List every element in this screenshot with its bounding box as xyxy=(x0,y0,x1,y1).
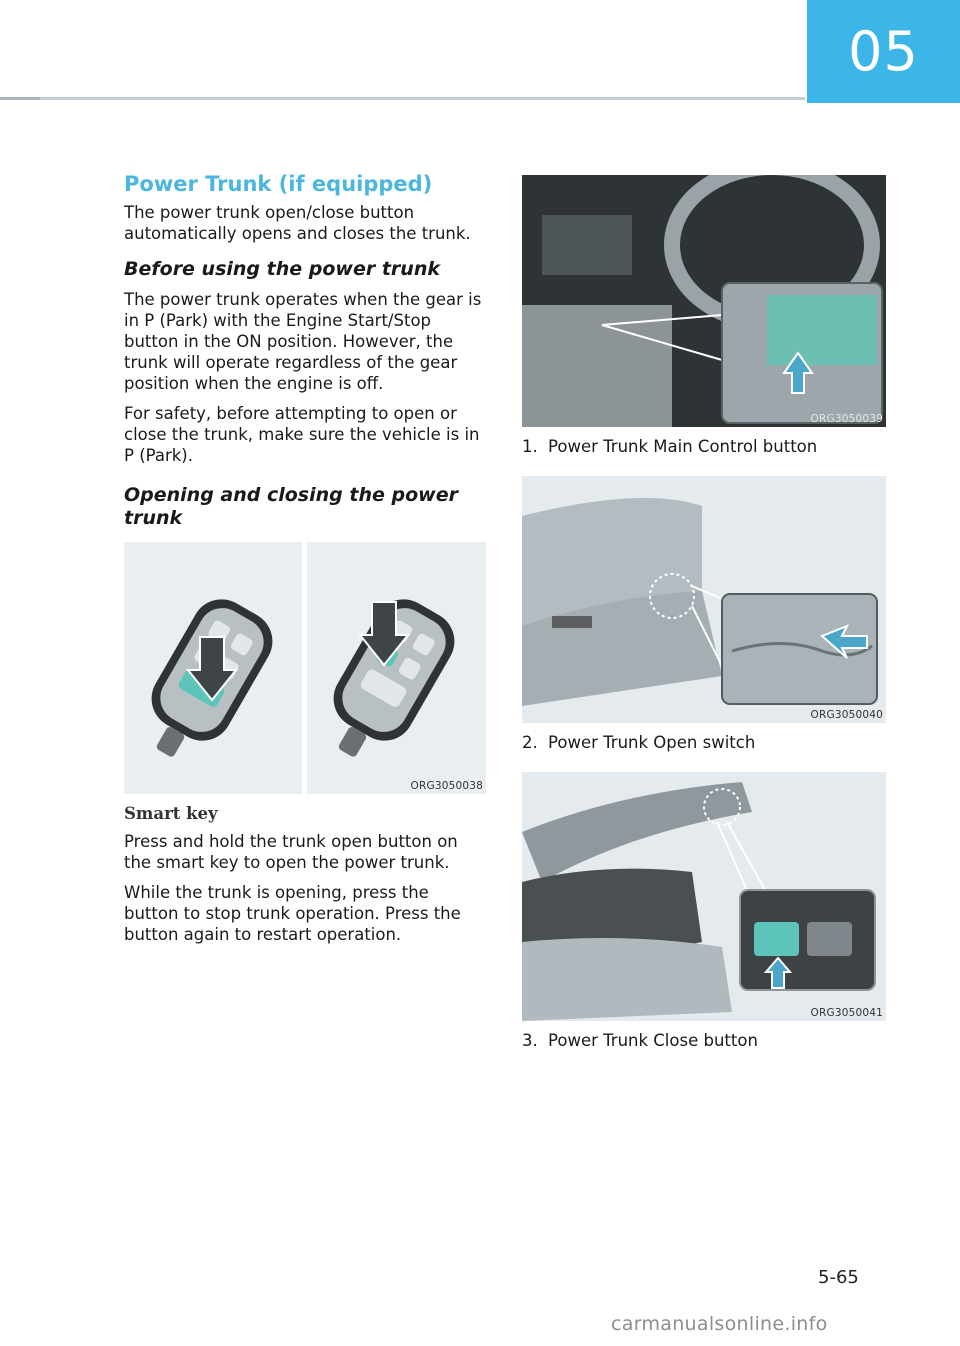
step-label: Power Trunk Open switch xyxy=(548,733,756,752)
step-item xyxy=(522,733,886,752)
step-label: Power Trunk Close button xyxy=(548,1031,758,1050)
smart-key-figure xyxy=(124,542,486,794)
step-number: 3. xyxy=(522,1031,538,1050)
page-number: 5-65 xyxy=(818,1267,859,1288)
open-switch-figure xyxy=(522,476,886,723)
figure-code: ORG3050039 xyxy=(810,413,883,425)
header-rule xyxy=(0,97,805,100)
smart-key-paragraph-2: While the trunk is opening, press the button to stop trunk operation. Press the button again to restart operation. xyxy=(124,883,461,944)
smart-key-caption: Smart key xyxy=(124,804,218,823)
step-number: 1. xyxy=(522,437,538,456)
before-heading: Before using the power trunk xyxy=(124,258,440,280)
trunk-open-illustration xyxy=(522,772,886,1021)
step-item xyxy=(522,437,886,456)
intro-paragraph: The power trunk open/close button automatically opens and closes the trunk. xyxy=(124,203,471,243)
figure-code: ORG3050038 xyxy=(410,780,483,792)
trunk-rear-illustration xyxy=(522,476,886,723)
chapter-tab: 05 xyxy=(807,0,960,103)
section-title: Power Trunk (if equipped) xyxy=(124,172,433,196)
smart-key-illustration xyxy=(124,542,486,794)
close-button-figure xyxy=(522,772,886,1021)
watermark: carmanualsonline.info xyxy=(611,1313,828,1335)
opening-heading: Opening and closing the power trunk xyxy=(124,484,458,529)
before-paragraph-1: The power trunk operates when the gear is in P (Park) with the Engine Start/Stop button in the ON position. However, the trunk will operate regardless of the gear position when the engine is off. xyxy=(124,290,482,393)
dashboard-illustration xyxy=(522,175,886,427)
left-column xyxy=(124,172,486,954)
right-column xyxy=(522,175,886,1050)
main-control-figure xyxy=(522,175,886,427)
figure-code: ORG3050041 xyxy=(810,1007,883,1019)
before-paragraph-2: For safety, before attempting to open or close the trunk, make sure the vehicle is in P (Park). xyxy=(124,404,480,465)
smart-key-paragraph-1: Press and hold the trunk open button on the smart key to open the power trunk. xyxy=(124,832,458,872)
step-label: Power Trunk Main Control button xyxy=(548,437,818,456)
step-item xyxy=(522,1031,886,1050)
step-number: 2. xyxy=(522,733,538,752)
figure-code: ORG3050040 xyxy=(810,709,883,721)
